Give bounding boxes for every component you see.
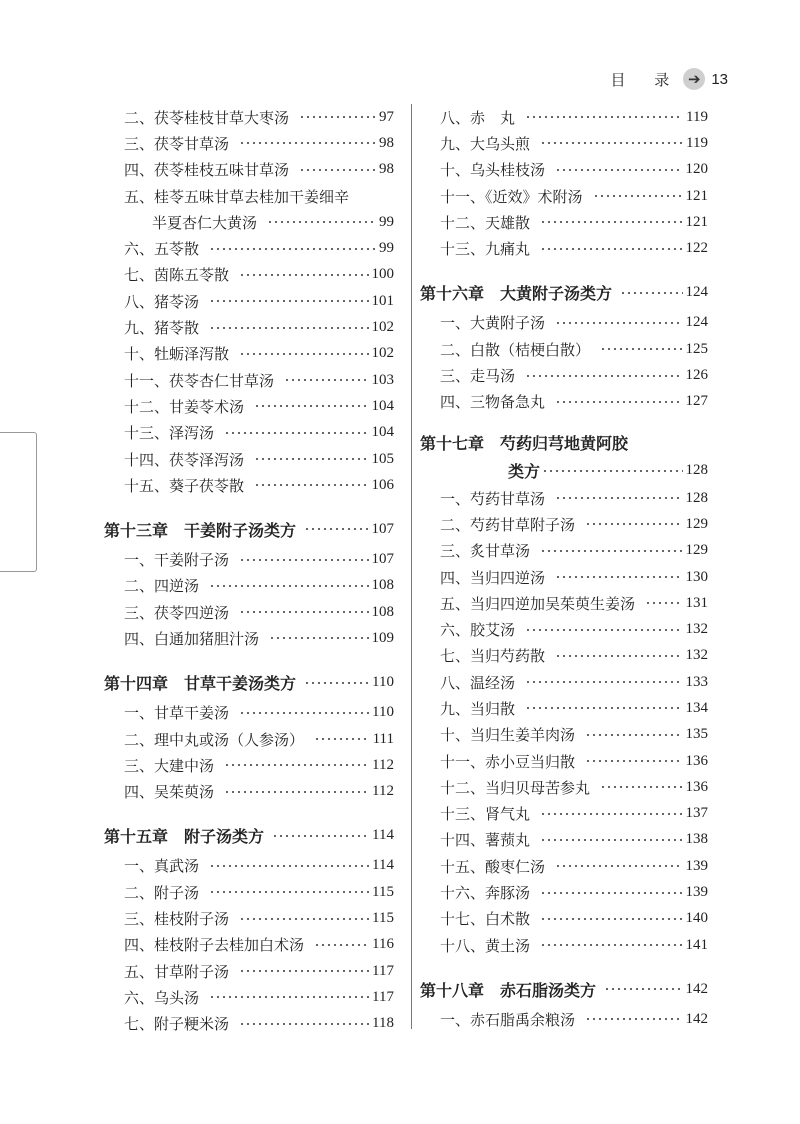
entry-title: 三、走马汤 (440, 367, 516, 386)
entry-title: 十二、天雄散 (440, 213, 531, 232)
entry-title: 九、猪苓散 (124, 319, 200, 338)
entry-title: 四、当归四逆汤 (440, 568, 546, 587)
chapter-heading-ch15[interactable] (104, 819, 394, 853)
toc-entry[interactable] (420, 643, 708, 669)
entry-title: 一、真武汤 (124, 857, 200, 876)
dot-leader (239, 353, 368, 355)
dot-leader (209, 865, 369, 867)
entry-page-number: 136 (685, 752, 708, 769)
entry-page-number: 127 (685, 393, 708, 410)
entry-title: 十一、赤小豆当归散 (440, 752, 576, 771)
dot-leader (555, 865, 682, 867)
entry-title: 十一、《近效》术附汤 (440, 187, 583, 206)
toc-entry[interactable] (104, 393, 394, 419)
chapter-page-number: 142 (685, 980, 708, 997)
toc-entry[interactable] (104, 472, 394, 498)
entry-title: 四、三物备急丸 (440, 393, 546, 412)
toc-entry[interactable] (104, 209, 394, 235)
entry-title: 九、当归散 (440, 699, 516, 718)
toc-entry[interactable] (420, 879, 708, 905)
entry-page-number: 129 (685, 515, 708, 532)
entry-title: 十、乌头桂枝汤 (440, 161, 546, 180)
entry-title: 五、当归四逆加吴茱萸生姜汤 (440, 594, 636, 613)
entry-page-number: 97 (379, 108, 394, 125)
entry-title: 三、炙甘草汤 (440, 542, 531, 561)
entry-page-number: 114 (372, 857, 394, 874)
toc-entry[interactable] (420, 235, 708, 261)
toc-entry[interactable] (420, 722, 708, 748)
entry-title: 二、四逆汤 (124, 577, 200, 596)
dot-leader (600, 786, 682, 788)
entry-page-number: 99 (379, 213, 394, 230)
toc-entry[interactable] (104, 726, 394, 752)
entry-title: 七、附子粳米汤 (124, 1015, 230, 1034)
entry-page-number: 132 (685, 621, 708, 638)
dot-leader (540, 918, 682, 920)
entry-title: 一、赤石脂禹余粮汤 (440, 1010, 576, 1029)
dot-leader (272, 835, 369, 837)
entry-title: 六、胶艾汤 (440, 621, 516, 640)
dot-leader (555, 655, 682, 657)
toc-entry[interactable] (420, 336, 708, 362)
entry-page-number: 112 (372, 783, 394, 800)
entry-title: 六、乌头汤 (124, 988, 200, 1007)
entry-page-number: 98 (379, 134, 394, 151)
arrow-right-icon: ➔ (683, 68, 705, 90)
entry-page-number: 104 (371, 424, 394, 441)
toc-entry[interactable] (420, 695, 708, 721)
header-page-number: 13 (711, 70, 728, 88)
entry-title: 三、大建中汤 (124, 756, 215, 775)
dot-leader (269, 637, 368, 639)
entry-title: 二、理中丸或汤（人参汤） (124, 730, 305, 749)
entry-page-number: 139 (685, 884, 708, 901)
dot-leader (585, 523, 682, 525)
entry-page-number: 103 (371, 371, 394, 388)
toc-entry[interactable] (104, 314, 394, 340)
chapter-title: 第十八章 赤石脂汤类方 (420, 980, 597, 1000)
entry-page-number: 99 (379, 240, 394, 257)
dot-leader (239, 712, 369, 714)
toc-entry[interactable] (104, 932, 394, 958)
entry-title: 八、温经汤 (440, 673, 516, 692)
entry-page-number: 138 (685, 831, 708, 848)
entry-title: 十三、肾气丸 (440, 805, 531, 824)
dot-leader (209, 996, 369, 998)
entry-title: 八、猪苓汤 (124, 292, 200, 311)
chapter-heading-ch14[interactable] (104, 666, 394, 700)
dot-leader (254, 405, 368, 407)
dot-leader (540, 550, 682, 552)
toc-entry[interactable] (420, 801, 708, 827)
entry-title: 九、大乌头煎 (440, 134, 531, 153)
toc-entry[interactable] (104, 262, 394, 288)
entry-title: 四、白通加猪胆汁汤 (124, 629, 260, 648)
entry-page-number: 118 (372, 1015, 394, 1032)
dot-leader (314, 738, 370, 740)
entry-page-number: 110 (372, 704, 394, 721)
entry-page-number: 112 (372, 756, 394, 773)
chapter-heading-ch17-cont[interactable] (420, 457, 708, 485)
toc-column-right (420, 104, 708, 1033)
entry-title: 四、吴茱萸汤 (124, 783, 215, 802)
toc-entry[interactable] (420, 538, 708, 564)
entry-title: 一、大黄附子汤 (440, 314, 546, 333)
entry-title: 五、甘草附子汤 (124, 962, 230, 981)
toc-entry[interactable] (104, 130, 394, 156)
chapter-title: 第十六章 大黄附子汤类方 (420, 284, 613, 304)
dot-leader (585, 734, 682, 736)
dot-leader (239, 918, 369, 920)
entry-page-number: 108 (371, 577, 394, 594)
entry-page-number: 142 (685, 1010, 708, 1027)
toc-entry[interactable] (104, 700, 394, 726)
entry-title: 十四、茯苓泽泻汤 (124, 450, 245, 469)
toc-entry[interactable] (104, 958, 394, 984)
toc-entry[interactable] (104, 446, 394, 472)
dot-leader (620, 292, 682, 294)
chapter-title-cont: 类方 (508, 462, 541, 482)
entry-title: 十二、当归贝母苦参丸 (440, 778, 591, 797)
entry-title: 四、桂枝附子去桂加白术汤 (124, 936, 305, 955)
toc-column-left (104, 104, 394, 1037)
toc-entry[interactable] (420, 853, 708, 879)
dot-leader (209, 300, 368, 302)
entry-title: 十七、白术散 (440, 910, 531, 929)
toc-entry[interactable] (420, 183, 708, 209)
chapter-heading-ch16[interactable] (420, 276, 708, 310)
entry-page-number: 119 (686, 134, 708, 151)
toc-entry[interactable] (420, 485, 708, 511)
entry-page-number: 107 (371, 551, 394, 568)
toc-entry[interactable] (104, 288, 394, 314)
entry-page-number: 105 (371, 450, 394, 467)
chapter-title: 第十七章 芍药归芎地黄阿胶 (420, 434, 629, 454)
entry-page-number: 134 (685, 699, 708, 716)
entry-page-number: 116 (372, 936, 394, 953)
toc-entry[interactable] (420, 209, 708, 235)
dot-leader (224, 791, 369, 793)
entry-title: 十、当归生姜羊肉汤 (440, 726, 576, 745)
entry-title: 二、芍药甘草附子汤 (440, 515, 576, 534)
entry-page-number: 119 (686, 108, 708, 125)
entry-page-number: 121 (685, 213, 708, 230)
entry-page-number: 133 (685, 673, 708, 690)
dot-leader (555, 322, 682, 324)
toc-entry[interactable] (104, 235, 394, 261)
entry-title: 十、牡蛎泽泻散 (124, 345, 230, 364)
entry-title: 十八、黄土汤 (440, 936, 531, 955)
toc-entry[interactable] (104, 341, 394, 367)
chapter-title: 第十四章 甘草干姜汤类方 (104, 674, 297, 694)
toc-entry[interactable] (104, 573, 394, 599)
toc-entry[interactable] (420, 130, 708, 156)
dot-leader (239, 1023, 369, 1025)
dot-leader (525, 116, 683, 118)
dot-leader (254, 458, 368, 460)
toc-entry[interactable] (104, 104, 394, 130)
dot-leader (555, 401, 682, 403)
dot-leader (555, 576, 682, 578)
entry-page-number: 117 (372, 962, 394, 979)
toc-entry[interactable] (104, 183, 394, 209)
entry-title: 十二、甘姜苓术汤 (124, 397, 245, 416)
toc-entry[interactable] (104, 853, 394, 879)
dot-leader (525, 629, 682, 631)
toc-entry[interactable] (104, 546, 394, 572)
dot-leader (540, 813, 682, 815)
chapter-page-number: 124 (685, 284, 708, 301)
entry-page-number: 108 (371, 603, 394, 620)
toc-entry[interactable] (420, 590, 708, 616)
chapter-title: 第十三章 干姜附子汤类方 (104, 520, 297, 540)
entry-title: 十三、泽泻汤 (124, 424, 215, 443)
toc-entry[interactable] (420, 827, 708, 853)
dot-leader (209, 327, 368, 329)
dot-leader (585, 1018, 682, 1020)
dot-leader (239, 611, 368, 613)
entry-page-number: 104 (371, 397, 394, 414)
entry-title: 三、茯苓甘草汤 (124, 134, 230, 153)
entry-title: 十三、九痛丸 (440, 240, 531, 259)
entry-page-number: 98 (379, 161, 394, 178)
dot-leader (542, 470, 682, 472)
dot-leader (555, 497, 682, 499)
entry-title: 二、附子汤 (124, 883, 200, 902)
dot-leader (209, 891, 369, 893)
dot-leader (284, 379, 368, 381)
entry-page-number: 132 (685, 647, 708, 664)
toc-entry[interactable] (420, 157, 708, 183)
toc-entry[interactable] (420, 932, 708, 958)
toc-entry[interactable] (420, 906, 708, 932)
entry-page-number: 124 (685, 314, 708, 331)
entry-title: 半夏杏仁大黄汤 (152, 213, 258, 232)
toc-entry[interactable] (104, 625, 394, 651)
dot-leader (224, 764, 369, 766)
dot-leader (209, 585, 368, 587)
entry-title: 四、茯苓桂枝五味甘草汤 (124, 161, 290, 180)
dot-leader (525, 681, 682, 683)
running-header (611, 66, 728, 92)
toc-entry[interactable] (104, 599, 394, 625)
dot-leader (645, 602, 682, 604)
entry-page-number: 122 (685, 240, 708, 257)
entry-title: 一、干姜附子汤 (124, 551, 230, 570)
entry-title: 一、芍药甘草汤 (440, 489, 546, 508)
entry-page-number: 111 (372, 730, 394, 747)
entry-page-number: 101 (371, 292, 394, 309)
entry-title: 三、桂枝附子汤 (124, 910, 230, 929)
toc-entry[interactable] (420, 774, 708, 800)
dot-leader (540, 944, 682, 946)
entry-page-number: 102 (371, 319, 394, 336)
dot-leader (600, 348, 682, 350)
toc-entry[interactable] (420, 564, 708, 590)
chapter-heading-ch18[interactable] (420, 972, 708, 1006)
chapter-heading-ch13[interactable] (104, 512, 394, 546)
dot-leader (540, 892, 682, 894)
edge-tab-marker (0, 432, 37, 572)
toc-entry[interactable] (420, 748, 708, 774)
entry-title: 五、桂苓五味甘草去桂加干姜细辛 (124, 187, 350, 206)
dot-leader (239, 559, 368, 561)
chapter-page-number: 107 (371, 520, 394, 537)
entry-page-number: 102 (371, 345, 394, 362)
entry-page-number: 115 (372, 883, 394, 900)
entry-title: 八、赤 丸 (440, 108, 516, 127)
entry-title: 十五、酸枣仁汤 (440, 857, 546, 876)
entry-page-number: 106 (371, 476, 394, 493)
entry-page-number: 129 (685, 542, 708, 559)
toc-entry[interactable] (104, 752, 394, 778)
dot-leader (604, 988, 682, 990)
dot-leader (304, 682, 369, 684)
toc-entry[interactable] (104, 905, 394, 931)
toc-entry[interactable] (420, 511, 708, 537)
toc-entry[interactable] (420, 1006, 708, 1032)
dot-leader (239, 970, 369, 972)
entry-title: 六、五苓散 (124, 240, 200, 259)
dot-leader (540, 248, 682, 250)
entry-page-number: 139 (685, 857, 708, 874)
entry-title: 七、当归芍药散 (440, 647, 546, 666)
toc-entry[interactable] (104, 879, 394, 905)
entry-page-number: 126 (685, 367, 708, 384)
entry-title: 三、茯苓四逆汤 (124, 603, 230, 622)
entry-title: 二、茯苓桂枝甘草大枣汤 (124, 108, 290, 127)
dot-leader (239, 274, 368, 276)
chapter-heading-ch17[interactable] (420, 429, 708, 457)
column-divider (411, 104, 412, 1029)
toc-entry[interactable] (420, 616, 708, 642)
entry-page-number: 115 (372, 910, 394, 927)
toc-entry[interactable] (104, 157, 394, 183)
chapter-page-number: 128 (685, 462, 708, 479)
dot-leader (555, 169, 682, 171)
dot-leader (267, 221, 376, 223)
entry-page-number: 100 (371, 266, 394, 283)
header-title: 目 录 (610, 70, 682, 89)
dot-leader (314, 944, 369, 946)
dot-leader (209, 248, 376, 250)
dot-leader (299, 116, 376, 118)
entry-page-number: 109 (371, 629, 394, 646)
toc-entry[interactable] (420, 310, 708, 336)
dot-leader (540, 221, 682, 223)
toc-entry[interactable] (420, 362, 708, 388)
dot-leader (525, 707, 682, 709)
entry-page-number: 140 (685, 910, 708, 927)
entry-title: 十六、奔豚汤 (440, 884, 531, 903)
dot-leader (304, 528, 368, 530)
toc-entry[interactable] (420, 389, 708, 415)
chapter-page-number: 110 (372, 674, 394, 691)
entry-page-number: 137 (685, 805, 708, 822)
entry-title: 一、甘草干姜汤 (124, 704, 230, 723)
entry-page-number: 131 (685, 594, 708, 611)
entry-page-number: 121 (685, 187, 708, 204)
chapter-title: 第十五章 附子汤类方 (104, 827, 265, 847)
entry-page-number: 125 (685, 340, 708, 357)
entry-page-number: 135 (685, 726, 708, 743)
entry-title: 十一、茯苓杏仁甘草汤 (124, 371, 275, 390)
dot-leader (224, 432, 368, 434)
toc-entry[interactable] (104, 1011, 394, 1037)
entry-page-number: 130 (685, 568, 708, 585)
dot-leader (585, 760, 682, 762)
dot-leader (254, 484, 368, 486)
toc-entry[interactable] (104, 779, 394, 805)
toc-entry[interactable] (420, 104, 708, 130)
dot-leader (525, 375, 682, 377)
entry-title: 十四、薯蓣丸 (440, 831, 531, 850)
entry-page-number: 128 (685, 489, 708, 506)
entry-page-number: 136 (685, 778, 708, 795)
entry-page-number: 141 (685, 936, 708, 953)
dot-leader (540, 142, 683, 144)
toc-entry[interactable] (104, 984, 394, 1010)
toc-entry[interactable] (420, 669, 708, 695)
dot-leader (540, 839, 682, 841)
dot-leader (593, 195, 683, 197)
entry-page-number: 120 (685, 161, 708, 178)
toc-entry[interactable] (104, 367, 394, 393)
toc-entry[interactable] (104, 420, 394, 446)
entry-title: 二、白散（桔梗白散） (440, 340, 591, 359)
dot-leader (239, 142, 376, 144)
entry-title: 七、茵陈五苓散 (124, 266, 230, 285)
chapter-page-number: 114 (372, 827, 394, 844)
dot-leader (299, 169, 376, 171)
entry-title: 十五、葵子茯苓散 (124, 476, 245, 495)
entry-page-number: 117 (372, 988, 394, 1005)
